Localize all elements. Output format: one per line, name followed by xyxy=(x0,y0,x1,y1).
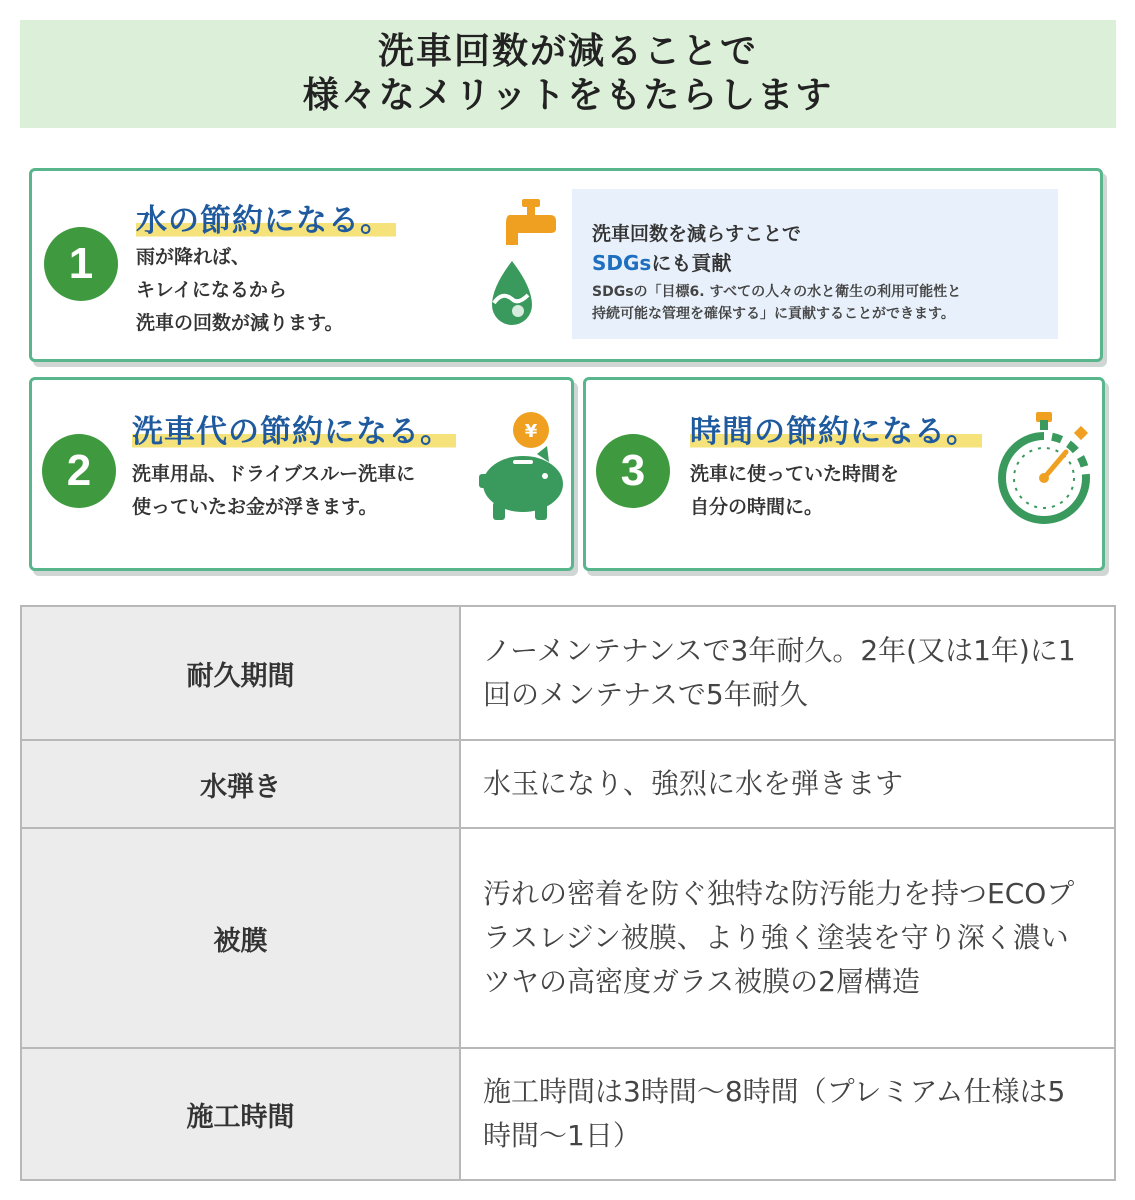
sdgs-highlight: SDGs xyxy=(592,251,652,275)
table-row xyxy=(21,1048,1115,1180)
spec-table xyxy=(20,605,1116,1181)
card-desc-water xyxy=(136,241,343,340)
table-row xyxy=(21,828,1115,1048)
card-desc-time xyxy=(690,458,899,524)
spec-label: 施工時間 xyxy=(21,1048,460,1180)
number-badge-3: 3 xyxy=(596,434,670,508)
sdgs-line-2 xyxy=(592,247,731,276)
card-title-cost: 洗車代の節約になる。 xyxy=(132,406,456,451)
card-desc-line: 洗車用品、ドライブスルー洗車に xyxy=(132,463,416,485)
spec-label: 耐久期間 xyxy=(21,606,460,740)
spec-value: 汚れの密着を防ぐ独特な防汚能力を持つECOプラスレジン被膜、より強く塗装を守り深く濃いツヤの高密度ガラス被膜の2層構造 xyxy=(460,828,1115,1048)
faucet-water-drop-icon xyxy=(472,195,562,335)
number-badge-1: 1 xyxy=(44,227,118,301)
number-badge-2: 2 xyxy=(42,434,116,508)
benefit-card-cost xyxy=(29,377,574,571)
card-title-water: 水の節約になる。 xyxy=(136,195,396,240)
spec-label: 被膜 xyxy=(21,828,460,1048)
spec-label: 水弾き xyxy=(21,740,460,828)
piggy-bank-icon xyxy=(477,408,567,524)
sdgs-line-2-rest: にも貢献 xyxy=(651,251,732,275)
card-desc-line: キレイになるから xyxy=(136,279,287,301)
sdgs-note xyxy=(592,281,961,325)
sdgs-note-line: SDGsの「目標6. すべての人々の水と衛生の利用可能性と xyxy=(592,284,962,300)
spec-value: 水玉になり、強烈に水を弾きます xyxy=(460,740,1115,828)
table-row xyxy=(21,606,1115,740)
sdgs-note-line: 持続可能な管理を確保する」に貢献することができます。 xyxy=(592,306,955,322)
coin-yen-glyph: ¥ xyxy=(524,421,538,442)
sdgs-info-box xyxy=(572,189,1058,339)
header-line-1: 洗車回数が減ることで xyxy=(377,31,758,72)
card-title-time: 時間の節約になる。 xyxy=(690,406,982,451)
spec-value: 施工時間は3時間〜8時間（プレミアム仕様は5時間〜1日） xyxy=(460,1048,1115,1180)
card-desc-line: 雨が降れば、 xyxy=(136,246,251,268)
card-desc-cost xyxy=(132,458,415,524)
card-desc-line: 使っていたお金が浮きます。 xyxy=(132,496,378,518)
benefit-card-water xyxy=(29,168,1103,362)
table-row xyxy=(21,740,1115,828)
card-desc-line: 洗車の回数が減ります。 xyxy=(136,312,344,334)
sdgs-line-1: 洗車回数を減らすことで xyxy=(592,223,802,245)
header-line-2: 様々なメリットをもたらします xyxy=(302,75,834,116)
benefit-card-time xyxy=(583,377,1105,571)
header-banner xyxy=(20,20,1116,128)
spec-value: ノーメンテナンスで3年耐久。2年(又は1年)に1回のメンテナスで5年耐久 xyxy=(460,606,1115,740)
card-desc-line: 洗車に使っていた時間を xyxy=(690,463,900,485)
stopwatch-icon xyxy=(994,408,1094,528)
card-desc-line: 自分の時間に。 xyxy=(690,496,824,518)
